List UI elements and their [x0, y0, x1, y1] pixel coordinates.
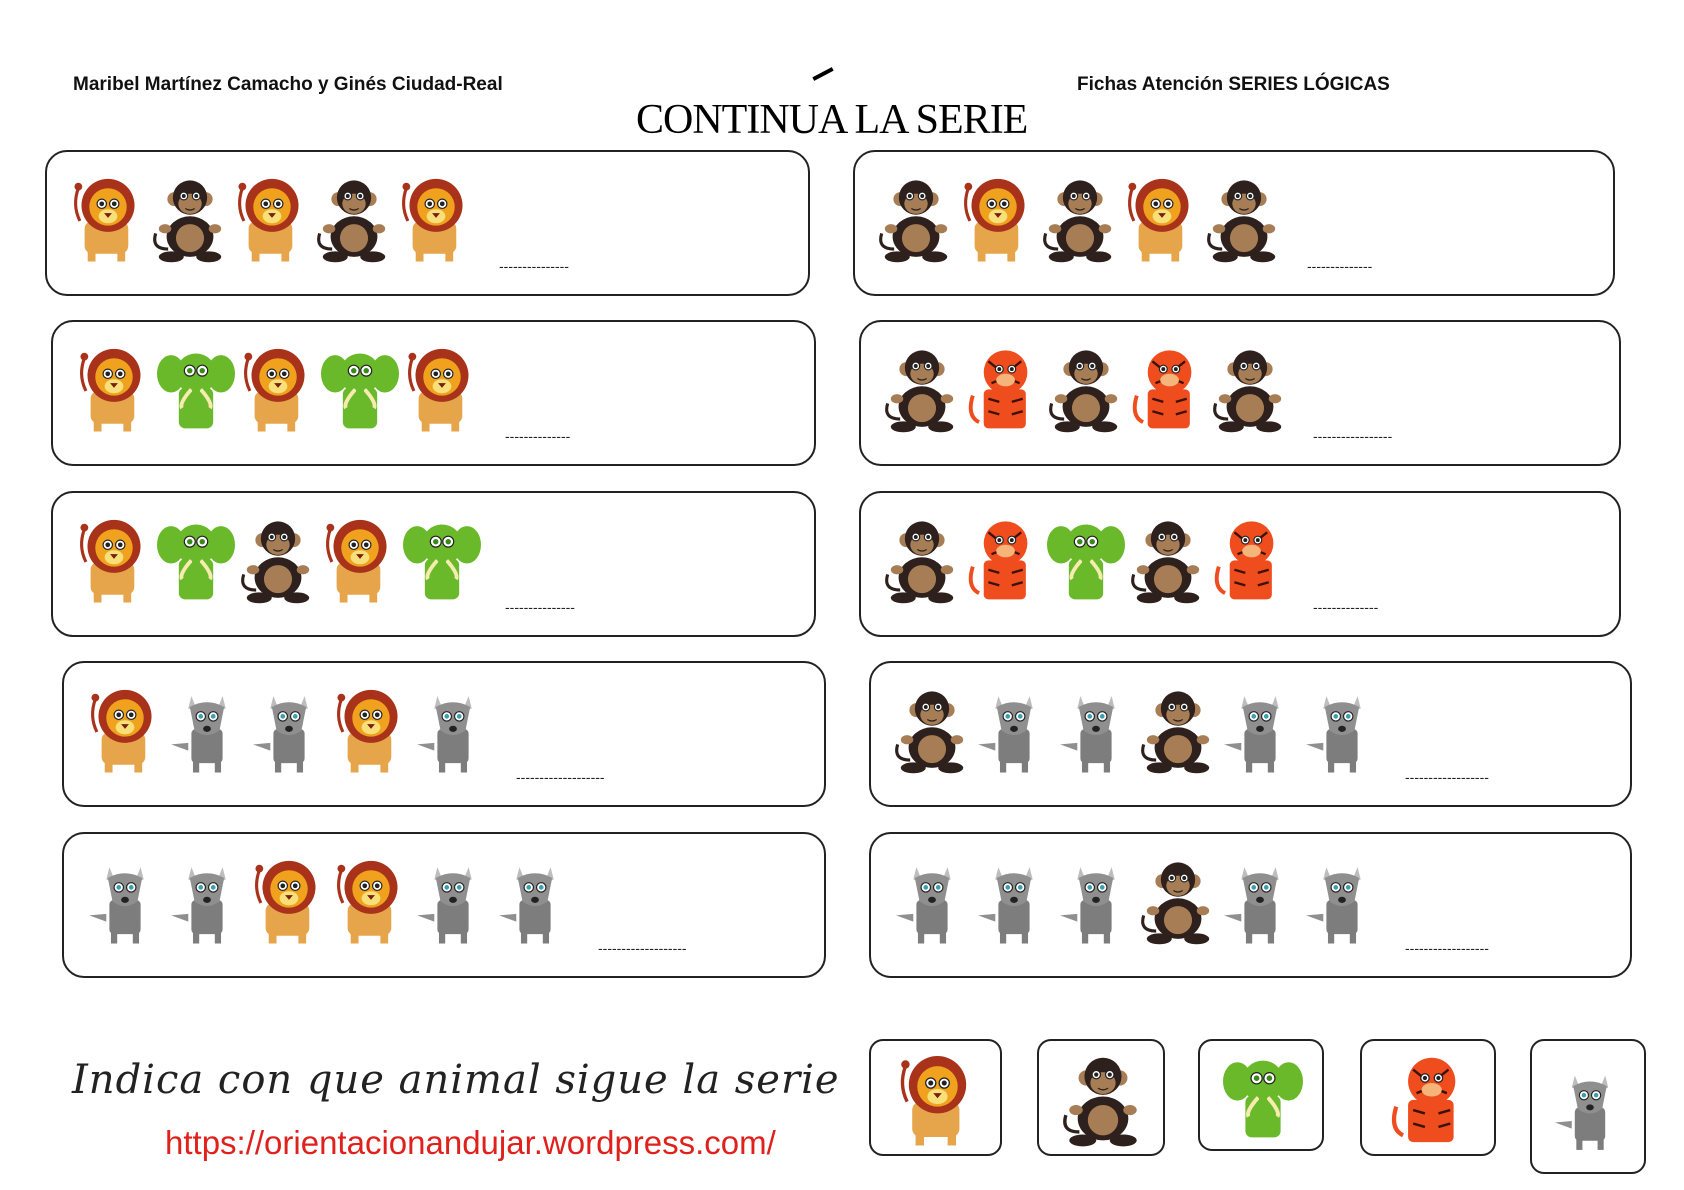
answer-blank[interactable]: --------------- — [505, 599, 575, 615]
series-card-r3-left — [51, 491, 816, 637]
answer-blank[interactable]: ------------------ — [1405, 940, 1489, 956]
monkey-icon — [883, 334, 961, 444]
answer-blank[interactable]: ----------------- — [1313, 428, 1393, 444]
author-credit: Maribel Martínez Camacho y Ginés Ciudad-Real — [73, 74, 503, 95]
monkey-icon — [1059, 1051, 1147, 1148]
series-card-r5-left — [62, 832, 826, 978]
wolf-icon — [86, 846, 164, 956]
series-card-r2-right — [859, 320, 1621, 466]
lion-icon — [250, 846, 328, 956]
lion-icon — [75, 505, 153, 615]
monkey-icon — [1205, 164, 1283, 274]
sheet-type: Fichas Atención SERIES LÓGICAS — [1077, 74, 1390, 95]
elephant-icon — [1220, 1051, 1306, 1143]
monkey-icon — [1211, 334, 1289, 444]
monkey-icon — [1041, 164, 1119, 274]
wolf-icon — [168, 846, 246, 956]
monkey-icon — [877, 164, 955, 274]
wolf-icon — [1057, 675, 1135, 785]
wolf-icon — [1303, 675, 1381, 785]
lion-icon — [1123, 164, 1201, 274]
lion-icon — [891, 1051, 984, 1148]
answer-option-lion[interactable] — [869, 1039, 1002, 1156]
answer-blank[interactable]: -------------- — [1307, 258, 1373, 274]
monkey-icon — [239, 505, 317, 615]
answer-option-monkey[interactable] — [1037, 1039, 1165, 1156]
tiger-icon — [1382, 1051, 1478, 1148]
wolf-icon — [250, 675, 328, 785]
lion-icon — [239, 334, 317, 444]
answer-blank[interactable]: ------------------- — [598, 940, 687, 956]
monkey-icon — [151, 164, 229, 274]
monkey-icon — [1139, 675, 1217, 785]
source-url[interactable]: https://orientacionandujar.wordpress.com/ — [165, 1124, 776, 1161]
wolf-icon — [1303, 846, 1381, 956]
series-card-r1-right — [853, 150, 1615, 296]
elephant-icon — [1047, 505, 1125, 615]
elephant-icon — [157, 334, 235, 444]
wolf-icon — [893, 846, 971, 956]
wolf-icon — [975, 846, 1053, 956]
lion-icon — [959, 164, 1037, 274]
series-card-r3-right — [859, 491, 1621, 637]
lion-icon — [397, 164, 475, 274]
instruction-text: Indica con que animal sigue la serie — [72, 1057, 840, 1103]
elephant-icon — [157, 505, 235, 615]
wolf-icon — [1221, 675, 1299, 785]
page-title: CONTINUA LA SERIE — [636, 97, 1028, 143]
lion-icon — [75, 334, 153, 444]
lion-icon — [403, 334, 481, 444]
monkey-icon — [1129, 505, 1207, 615]
elephant-icon — [321, 334, 399, 444]
wolf-icon — [1221, 846, 1299, 956]
lion-icon — [86, 675, 164, 785]
tiger-icon — [965, 505, 1043, 615]
answer-option-elephant[interactable] — [1198, 1039, 1324, 1151]
answer-option-wolf[interactable] — [1530, 1039, 1646, 1174]
answer-blank[interactable]: -------------- — [505, 428, 571, 444]
answer-blank[interactable]: --------------- — [499, 258, 569, 274]
lion-icon — [69, 164, 147, 274]
lion-icon — [332, 675, 410, 785]
wolf-icon — [168, 675, 246, 785]
wolf-icon — [414, 675, 492, 785]
wolf-icon — [975, 675, 1053, 785]
series-card-r5-right — [869, 832, 1632, 978]
answer-option-tiger[interactable] — [1360, 1039, 1496, 1156]
tiger-icon — [1211, 505, 1289, 615]
tiger-icon — [965, 334, 1043, 444]
wolf-icon — [414, 846, 492, 956]
answer-blank[interactable]: -------------- — [1313, 599, 1379, 615]
series-card-r4-right — [869, 661, 1632, 807]
monkey-icon — [893, 675, 971, 785]
wolf-icon — [496, 846, 574, 956]
wolf-icon — [1552, 1051, 1628, 1166]
series-card-r4-left — [62, 661, 826, 807]
series-card-r2-left — [51, 320, 816, 466]
tiger-icon — [1129, 334, 1207, 444]
series-card-r1-left — [45, 150, 810, 296]
accent-mark — [812, 67, 833, 81]
lion-icon — [321, 505, 399, 615]
answer-blank[interactable]: ------------------ — [1405, 769, 1489, 785]
monkey-icon — [315, 164, 393, 274]
answer-blank[interactable]: ------------------- — [516, 769, 605, 785]
elephant-icon — [403, 505, 481, 615]
monkey-icon — [1139, 846, 1217, 956]
lion-icon — [233, 164, 311, 274]
monkey-icon — [883, 505, 961, 615]
lion-icon — [332, 846, 410, 956]
monkey-icon — [1047, 334, 1125, 444]
wolf-icon — [1057, 846, 1135, 956]
